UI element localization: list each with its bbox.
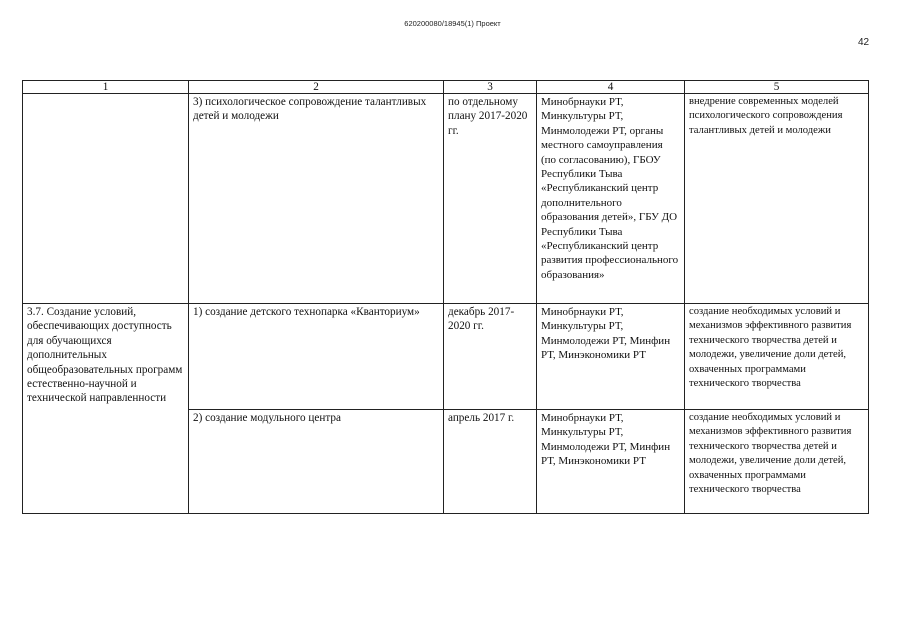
column-header: 5 <box>685 81 869 94</box>
column-header: 1 <box>23 81 189 94</box>
table-row <box>23 94 869 304</box>
table-cell-executors: Минобрнауки РТ, Минкультуры РТ, Минмолодежи РТ, Минфин РТ, Минэкономики РТ <box>537 410 685 514</box>
table-header-row <box>23 81 869 94</box>
table-row <box>23 304 869 410</box>
table-cell-executors: Минобрнауки РТ, Минкультуры РТ, Минмолодежи РТ, органы местного самоуправления (по согласованию), ГБОУ Республики Тыва «Республиканский центр дополнительного образования детей», ГБУ ДО Республики Тыва «Республиканский центр развития профессионального образования» <box>537 94 685 304</box>
table-cell-result: внедрение современных моделей психологического сопровождения талантливых детей и молодежи <box>685 94 869 304</box>
table-cell-deadline: апрель 2017 г. <box>444 410 537 514</box>
column-header: 2 <box>189 81 444 94</box>
table-cell-measure: 2) создание модульного центра <box>189 410 444 514</box>
column-header: 3 <box>444 81 537 94</box>
document-id: 620200080/18945(1) Проект <box>404 19 501 28</box>
table-cell-result: создание необходимых условий и механизмов эффективного развития технического творчества детей и молодежи, увеличение доли детей, охваченных программами технического творчества <box>685 410 869 514</box>
table-cell-measure: 1) создание детского технопарка «Кванториум» <box>189 304 444 410</box>
table-cell-measure: 3) психологическое сопровождение талантливых детей и молодежи <box>189 94 444 304</box>
table-cell-deadline: декабрь 2017-2020 гг. <box>444 304 537 410</box>
plan-table <box>22 80 869 514</box>
table-cell-deadline: по отдельному плану 2017-2020 гг. <box>444 94 537 304</box>
table-cell-executors: Минобрнауки РТ, Минкультуры РТ, Минмолодежи РТ, Минфин РТ, Минэкономики РТ <box>537 304 685 410</box>
table-cell-result: создание необходимых условий и механизмов эффективного развития технического творчества детей и молодежи, увеличение доли детей, охваченных программами технического творчества <box>685 304 869 410</box>
table-cell-section: 3.7. Создание условий, обеспечивающих доступность для обучающихся дополнительных общеобразовательных программ естественно-научной и технической направленности <box>23 304 189 514</box>
column-header: 4 <box>537 81 685 94</box>
table-cell-empty <box>23 94 189 304</box>
page-number: 42 <box>858 37 870 48</box>
